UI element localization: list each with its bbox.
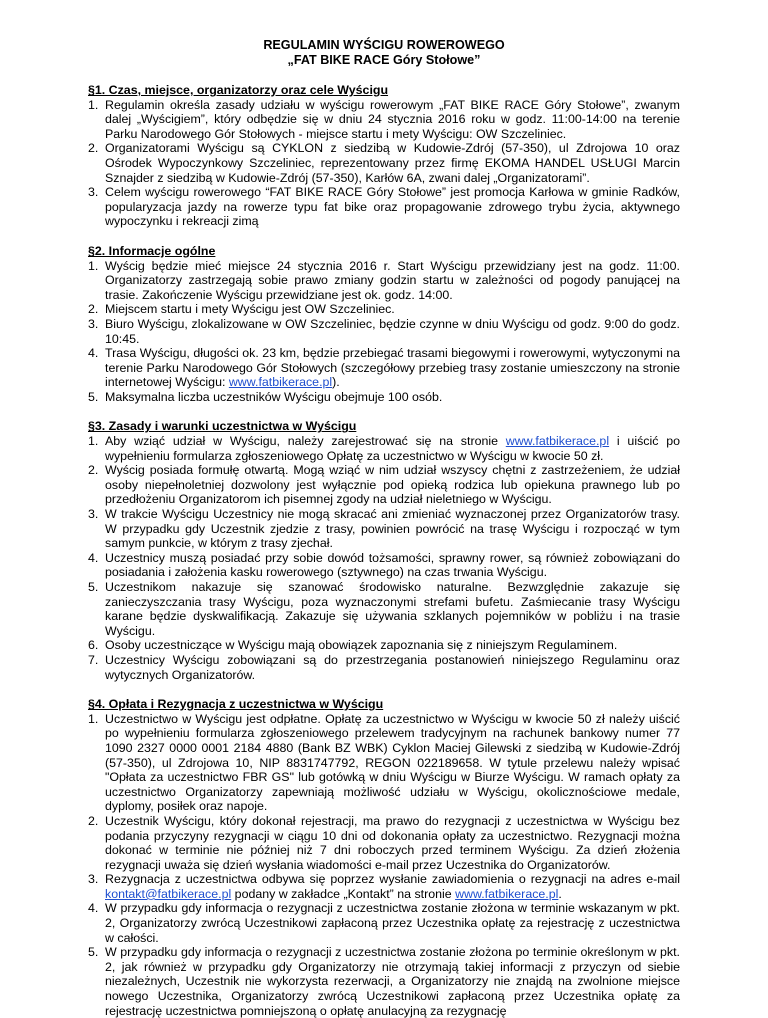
section-4-list	[88, 712, 680, 1018]
section-2-heading: §2. Informacje ogólne	[88, 243, 216, 258]
title-line-2: „FAT BIKE RACE Góry Stołowe”	[287, 53, 481, 67]
website-link[interactable]: www.fatbikerace.pl	[455, 886, 559, 901]
section-2-list	[88, 259, 680, 405]
list-item: 3. Rezygnacja z uczestnictwa odbywa się poprzez wysłanie zawiadomienia o rezygnacji na adres e-mail kontakt@fatbikerace.pl podany w zakładce „Kontakt” na stronie www.fatbikerace.pl.	[88, 872, 680, 901]
website-link[interactable]: www.fatbikerace.pl	[505, 434, 610, 449]
list-item: 3. Celem wyścigu rowerowego “FAT BIKE RACE Góry Stołowe” jest promocja Karłowa w gminie Radków, popularyzacja jazdy na rowerze typu fat bike oraz propagowanie zdrowego trybu życia, aktywnego wypoczynku i rekreacji zimą	[88, 185, 680, 229]
list-item: 2. Wyścig posiada formułę otwartą. Mogą wziąć w nim udział wszyscy chętni z zastrzeżeniem, że udział osoby niepełnoletniej dozwolony jest wyłącznie pod opieką rodzica lub opiekuna prawnego lub po przedłożeniu Organizatorom ich pisemnej zgody na udział nieletniego w Wyścigu.	[88, 463, 680, 507]
document-title	[88, 38, 680, 68]
website-link[interactable]: www.fatbikerace.pl	[228, 375, 333, 390]
list-item: 5. Maksymalna liczba uczestników Wyścigu obejmuje 100 osób.	[88, 389, 443, 404]
section-3	[88, 419, 680, 682]
list-item: 2. Uczestnik Wyścigu, który dokonał rejestracji, ma prawo do rezygnacji z uczestnictwa w Wyścigu bez podania przyczyny rezygnacji w ciągu 10 dni od dokonania opłaty za uczestnictwo. Rezygnacji można dokonać w terminie nie później niż 7 dni roboczych przed terminem Wyścigu. Za dzień złożenia rezygnacji uważa się dzień wysłania wiadomości e-mail przez Uczestnika do Organizatorów.	[88, 813, 680, 872]
list-item: 4. Trasa Wyścigu, długości ok. 23 km, będzie przebiegać trasami biegowymi i rowerowymi, wytyczonymi na terenie Parku Narodowego Gór Stołowych (szczegółowy przebieg trasy zostanie umieszczony na stronie internetowej Wyścigu: www.fatbikerace.pl).	[88, 346, 680, 390]
list-item: 3. W trakcie Wyścigu Uczestnicy nie mogą skracać ani zmieniać wyznaczonej przez Organizatorów trasy. W przypadku gdy Uczestnik zjedzie z trasy, powinien powrócić na trasę Wyścigu i rozpocząć w tym samym punkcie, w którym z trasy zjechał.	[88, 507, 680, 551]
section-2	[88, 244, 680, 405]
list-item: 2. Organizatorami Wyścigu są CYKLON z siedzibą w Kudowie-Zdrój (57-350), ul Zdrojowa 10 oraz Ośrodek Wypoczynkowy Szczeliniec, reprezentowany przez firmę EKOMA HANDEL USŁUGI Marcin Sznajder z siedzibą w Kudowie-Zdrój (57-350), Karłów 6A, zwani dalej „Organizatorami”.	[88, 141, 680, 185]
list-item: 1. Uczestnictwo w Wyścigu jest odpłatne. Opłatę za uczestnictwo w Wyścigu w kwocie 50 zł należy uiścić po wypełnieniu formularza zgłoszeniowego przelewem tradycyjnym na rachunek bankowy numer 77 1090 2327 0000 0001 2184 4880 (Bank BZ WBK) Cyklon Maciej Gilewski z siedzibą w Kudowie-Zdrój (57-350), ul Zdrojowa 10, NIP 8831747792, REGON 022189658. W tytule przelewu należy wpisać "Opłata za uczestnictwo FBR GS" lub gotówką w dniu Wyścigu w Biurze Wyścigu. W ramach opłaty za uczestnictwo Organizatorzy zapewniają możliwość udziału w Wyścigu, okolicznościowe medale, dyplomy, posiłek oraz napoje.	[88, 711, 680, 814]
list-item: 4. W przypadku gdy informacja o rezygnacji z uczestnictwa zostanie złożona w terminie wskazanym w pkt. 2, Organizatorzy zwrócą Uczestnikowi zapłaconą przez Uczestnika opłatę za rejestrację z uczestnictwa w całości.	[88, 901, 680, 945]
list-item: 7. Uczestnicy Wyścigu zobowiązani są do przestrzegania postanowień niniejszego Regulaminu oraz wytycznych Organizatorów.	[88, 652, 680, 682]
list-item: 6. Osoby uczestniczące w Wyścigu mają obowiązek zapoznania się z niniejszym Regulaminem.	[88, 638, 618, 653]
list-item: 1. Wyścig będzie mieć miejsce 24 stycznia 2016 r. Start Wyścigu przewidziany jest na godz. 11:00. Organizatorzy zastrzegają sobie prawo zmiany godzin startu w zależności od pogody panującej na trasie. Zakończenie Wyścigu przewidziane jest ok. godz. 14:00.	[88, 258, 680, 302]
email-link[interactable]: kontakt@fatbikerace.pl	[105, 886, 232, 901]
section-1	[88, 83, 680, 229]
section-4	[88, 697, 680, 1018]
list-item: 3. Biuro Wyścigu, zlokalizowane w OW Szczeliniec, będzie czynne w dniu Wyścigu od godz. 9:00 do godz. 10:45.	[88, 316, 680, 346]
list-item: 4. Uczestnicy muszą posiadać przy sobie dowód tożsamości, sprawny rower, są również zobowiązani do posiadania i założenia kasku rowerowego (sztywnego) na czas trwania Wyścigu.	[88, 550, 680, 580]
section-1-heading: §1. Czas, miejsce, organizatorzy oraz cele Wyścigu	[88, 83, 389, 97]
section-4-heading: §4. Opłata i Rezygnacja z uczestnictwa w Wyścigu	[88, 697, 384, 712]
list-item: 5. W przypadku gdy informacja o rezygnacji z uczestnictwa zostanie złożona po terminie określonym w pkt. 2, jak również w przypadku gdy Organizatorzy nie otrzymają takiej informacji z przyczyn od siebie niezależnych, Uczestnik nie wykorzysta rezerwacji, a Organizatorzy nie znajdą na zwolnione miejsce nowego Uczestnika, Organizatorzy zwrócą Uczestnikowi zapłaconą przez Uczestnika opłatę za rejestrację uczestnictwa pomniejszoną o opłatę anulacyjną za rezygnację	[88, 945, 680, 1018]
title-line-1: REGULAMIN WYŚCIGU ROWEROWEGO	[263, 38, 505, 52]
section-3-heading: §3. Zasady i warunki uczestnictwa w Wyścigu	[88, 419, 357, 434]
list-item: 1. Aby wziąć udział w Wyścigu, należy zarejestrować się na stronie www.fatbikerace.pl i uiścić po wypełnieniu formularza zgłoszeniowego Opłatę za uczestnictwo w Wyścigu w kwocie 50 zł.	[88, 434, 680, 463]
section-3-list	[88, 434, 680, 682]
section-1-list	[88, 98, 680, 229]
list-item: 1. Regulamin określa zasady udziału w wyścigu rowerowym „FAT BIKE RACE Góry Stołowe”, zwanym dalej „Wyścigiem”, który odbędzie się w dniu 24 stycznia 2016 roku w godz. 11:00-14:00 na terenie Parku Narodowego Gór Stołowych - miejsce startu i mety Wyścigu: OW Szczeliniec.	[88, 97, 680, 141]
list-item: 5. Uczestnikom nakazuje się szanować środowisko naturalne. Bezwzględnie zakazuje się zanieczyszczania trasy Wyścigu, poza wyznaczonymi strefami bufetu. Zaśmiecanie trasy Wyścigu karane będzie dyskwalifikacją. Zakazuje się używania szklanych pojemników w pobliżu i na trasie Wyścigu.	[88, 580, 680, 638]
list-item: 2. Miejscem startu i mety Wyścigu jest OW Szczeliniec.	[88, 302, 395, 317]
